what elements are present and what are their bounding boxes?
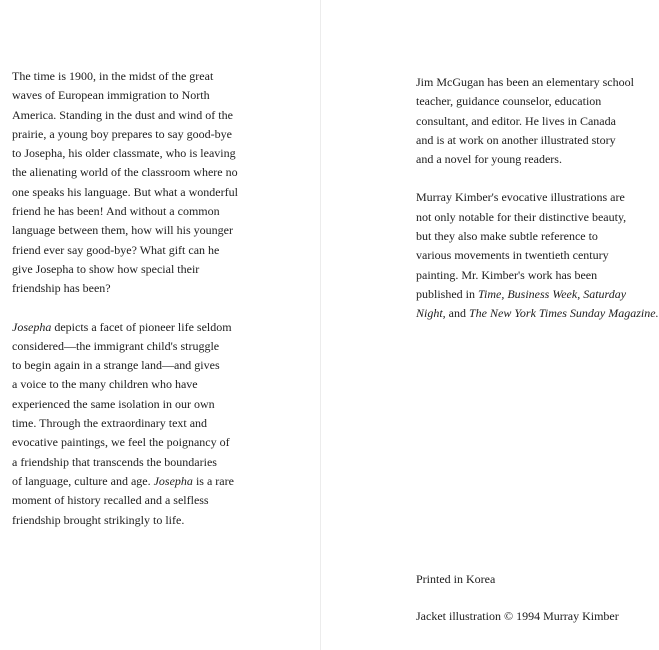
text-line: and is at work on another illustrated story	[416, 132, 616, 147]
text-line: various movements in twentieth century	[416, 248, 609, 263]
text-line: America. Standing in the dust and wind of the	[12, 107, 233, 122]
synopsis-paragraph	[12, 67, 308, 299]
left-flap	[12, 67, 308, 530]
text-line: evocative paintings, we feel the poignancy of	[12, 435, 230, 450]
text-line: waves of European immigration to North	[12, 88, 210, 103]
text-line: to begin again in a strange land—and gives	[12, 358, 220, 373]
text-line: language between them, how will his younger	[12, 223, 233, 238]
text-span: published in	[416, 286, 478, 301]
text-span: is a rare	[192, 473, 234, 488]
text-line: to Josepha, his older classmate, who is leaving	[12, 146, 236, 161]
publication-titles: The New York Times Sunday Magazine.	[469, 306, 659, 321]
text-line: not only notable for their distinctive beauty,	[416, 209, 627, 224]
text-line: Murray Kimber's evocative illustrations are	[416, 190, 625, 205]
right-flap	[416, 73, 659, 324]
publication-titles: Time, Business Week, Saturday	[478, 286, 627, 301]
publication-titles: Night,	[416, 306, 446, 321]
text-line: Jim McGugan has been an elementary school	[416, 75, 634, 89]
text-line	[12, 472, 308, 491]
text-line: experienced the same isolation in our own	[12, 396, 215, 411]
text-span: and	[445, 306, 469, 321]
description-paragraph	[12, 318, 308, 530]
jacket-credit: Jacket illustration © 1994 Murray Kimber	[416, 609, 619, 623]
text-line: painting. Mr. Kimber's work has been	[416, 267, 598, 282]
text-line: friendship brought strikingly to life.	[12, 512, 185, 527]
illustrator-bio	[416, 188, 659, 323]
text-line: time. Through the extraordinary text and	[12, 416, 208, 431]
text-line: the alienating world of the classroom where no	[12, 165, 238, 180]
text-line: moment of history recalled and a selfless	[12, 493, 209, 508]
text-line: consultant, and editor. He lives in Canada	[416, 113, 616, 128]
text-line: give Josepha to show how special their	[12, 261, 200, 276]
book-title: Josepha	[12, 319, 52, 334]
paragraph-gap	[12, 299, 308, 318]
text-line	[12, 318, 308, 337]
text-span: depicts a facet of pioneer life seldom	[51, 319, 232, 334]
text-line: considered—the immigrant child's struggle	[12, 338, 220, 353]
text-line: teacher, guidance counselor, education	[416, 94, 602, 109]
printed-in-note: Printed in Korea	[416, 572, 496, 586]
fold-line	[320, 0, 321, 650]
author-bio	[416, 73, 632, 169]
text-line	[416, 304, 659, 323]
text-line: but they also make subtle reference to	[416, 229, 598, 244]
text-span: of language, culture and age.	[12, 473, 154, 488]
text-line: a voice to the many children who have	[12, 377, 198, 392]
text-line: The time is 1900, in the midst of the great	[12, 69, 214, 83]
text-line: prairie, a young boy prepares to say good-bye	[12, 126, 232, 141]
text-line: friend he has been! And without a common	[12, 204, 220, 219]
text-line: friendship has been?	[12, 281, 111, 296]
text-line: one speaks his language. But what a wonderful	[12, 184, 238, 199]
text-line: a friendship that transcends the boundaries	[12, 454, 217, 469]
paragraph-gap	[416, 169, 632, 188]
text-line: friend ever say good-bye? What gift can he	[12, 242, 220, 257]
book-title: Josepha	[153, 473, 193, 488]
text-line	[416, 285, 632, 304]
text-line: and a novel for young readers.	[416, 152, 562, 167]
